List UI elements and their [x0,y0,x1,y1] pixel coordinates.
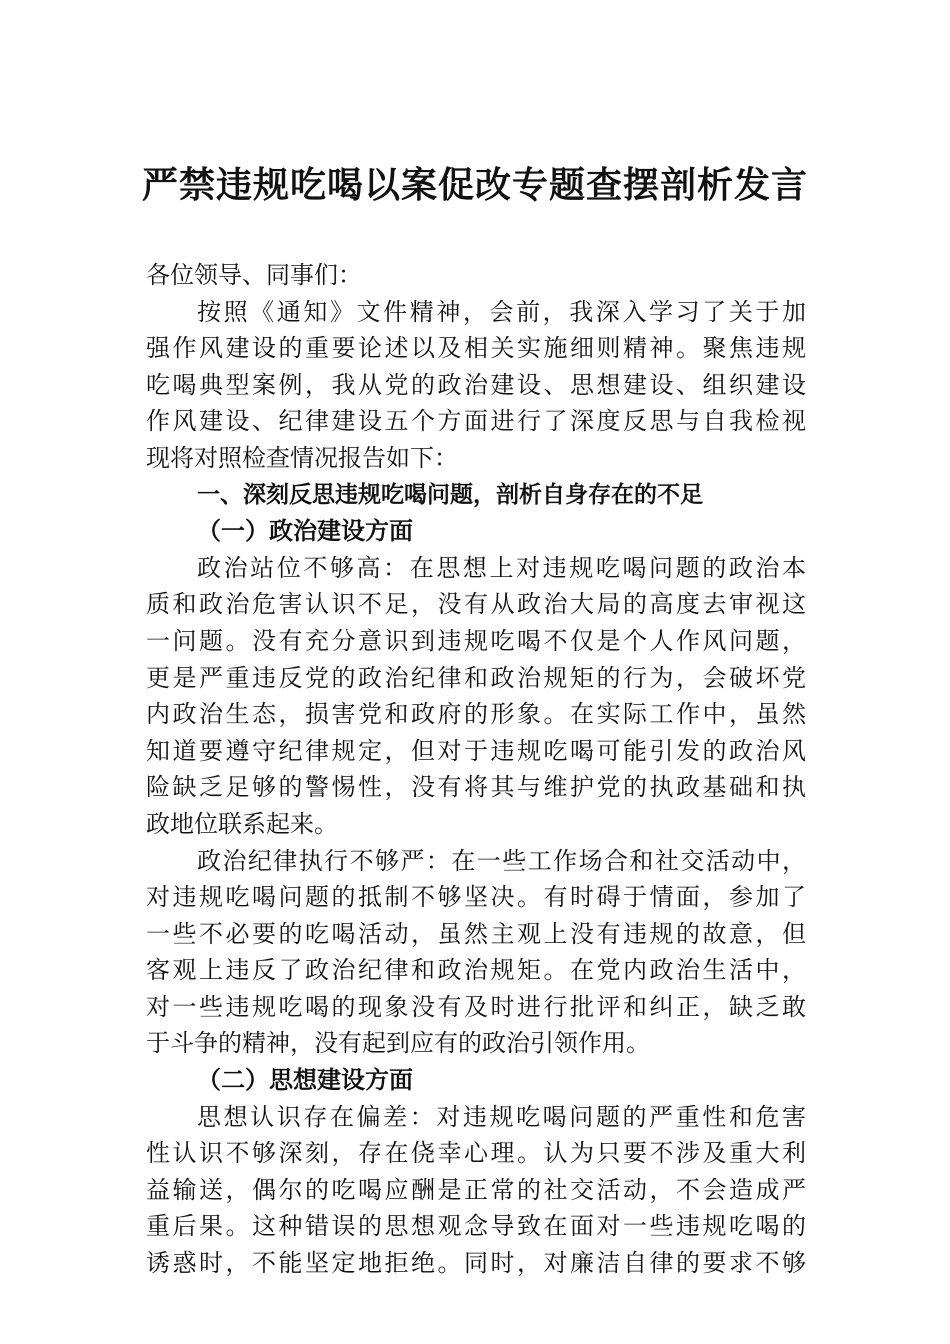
paragraph-line: 对违规吃喝问题的抵制不够坚决。有时碍于情面，参加了 [146,883,806,912]
section-heading: 一、深刻反思违规吃喝问题，剖析自身存在的不足 [197,481,703,508]
paragraph-line: 内政治生态，损害党和政府的形象。在实际工作中，虽然 [146,700,806,729]
intro-line: 强作风建设的重要论述以及相关实施细则精神。聚焦违规 [146,334,806,363]
subsection-heading: （一）政治建设方面 [197,516,413,546]
paragraph-line: 思想认识存在偏差：对违规吃喝问题的严重性和危害 [197,1102,806,1131]
document-body [146,257,806,1282]
paragraph-line: 知道要遵守纪律规定，但对于违规吃喝可能引发的政治风 [146,736,806,765]
paragraph-line: 于斗争的精神，没有起到应有的政治引领作用。 [146,1029,650,1058]
paragraph-line: 客观上违反了政治纪律和政治规矩。在党内政治生活中， [146,956,806,985]
intro-line: 作风建设、纪律建设五个方面进行了深度反思与自我检视 [146,407,806,436]
paragraph-line: 重后果。这种错误的思想观念导致在面对一些违规吃喝的 [146,1212,806,1241]
paragraph-line: 政治纪律执行不够严：在一些工作场合和社交活动中， [197,846,806,875]
paragraph-line: 政治站位不够高：在思想上对违规吃喝问题的政治本 [197,553,806,582]
paragraph-line: 诱惑时，不能坚定地拒绝。同时，对廉洁自律的要求不够 [146,1249,806,1278]
intro-line: 按照《通知》文件精神，会前，我深入学习了关于加 [197,297,806,326]
paragraph-line: 一些不必要的吃喝活动，虽然主观上没有违规的故意，但 [146,919,806,948]
subsection-heading: （二）思想建设方面 [197,1065,413,1095]
document-title: 严禁违规吃喝以案促改专题查摆剖析发言 [141,164,808,206]
paragraph-line: 一问题。没有充分意识到违规吃喝不仅是个人作风问题， [146,626,806,655]
paragraph-line: 对一些违规吃喝的现象没有及时进行批评和纠正，缺乏敢 [146,992,806,1021]
intro-line: 吃喝典型案例，我从党的政治建设、思想建设、组织建设 [146,370,806,399]
paragraph-line: 质和政治危害认识不足，没有从政治大局的高度去审视这 [146,590,806,619]
paragraph-line: 更是严重违反党的政治纪律和政治规矩的行为，会破坏党 [146,663,806,692]
paragraph-line: 险缺乏足够的警惕性，没有将其与维护党的执政基础和执 [146,773,806,802]
paragraph-line: 性认识不够深刻，存在侥幸心理。认为只要不涉及重大利 [146,1139,806,1168]
salutation: 各位领导、同事们： [146,261,362,289]
intro-line: 现将对照检查情况报告如下： [146,443,458,472]
paragraph-line: 益输送，偶尔的吃喝应酬是正常的社交活动，不会造成严 [146,1175,806,1204]
paragraph-line: 政地位联系起来。 [146,809,338,838]
